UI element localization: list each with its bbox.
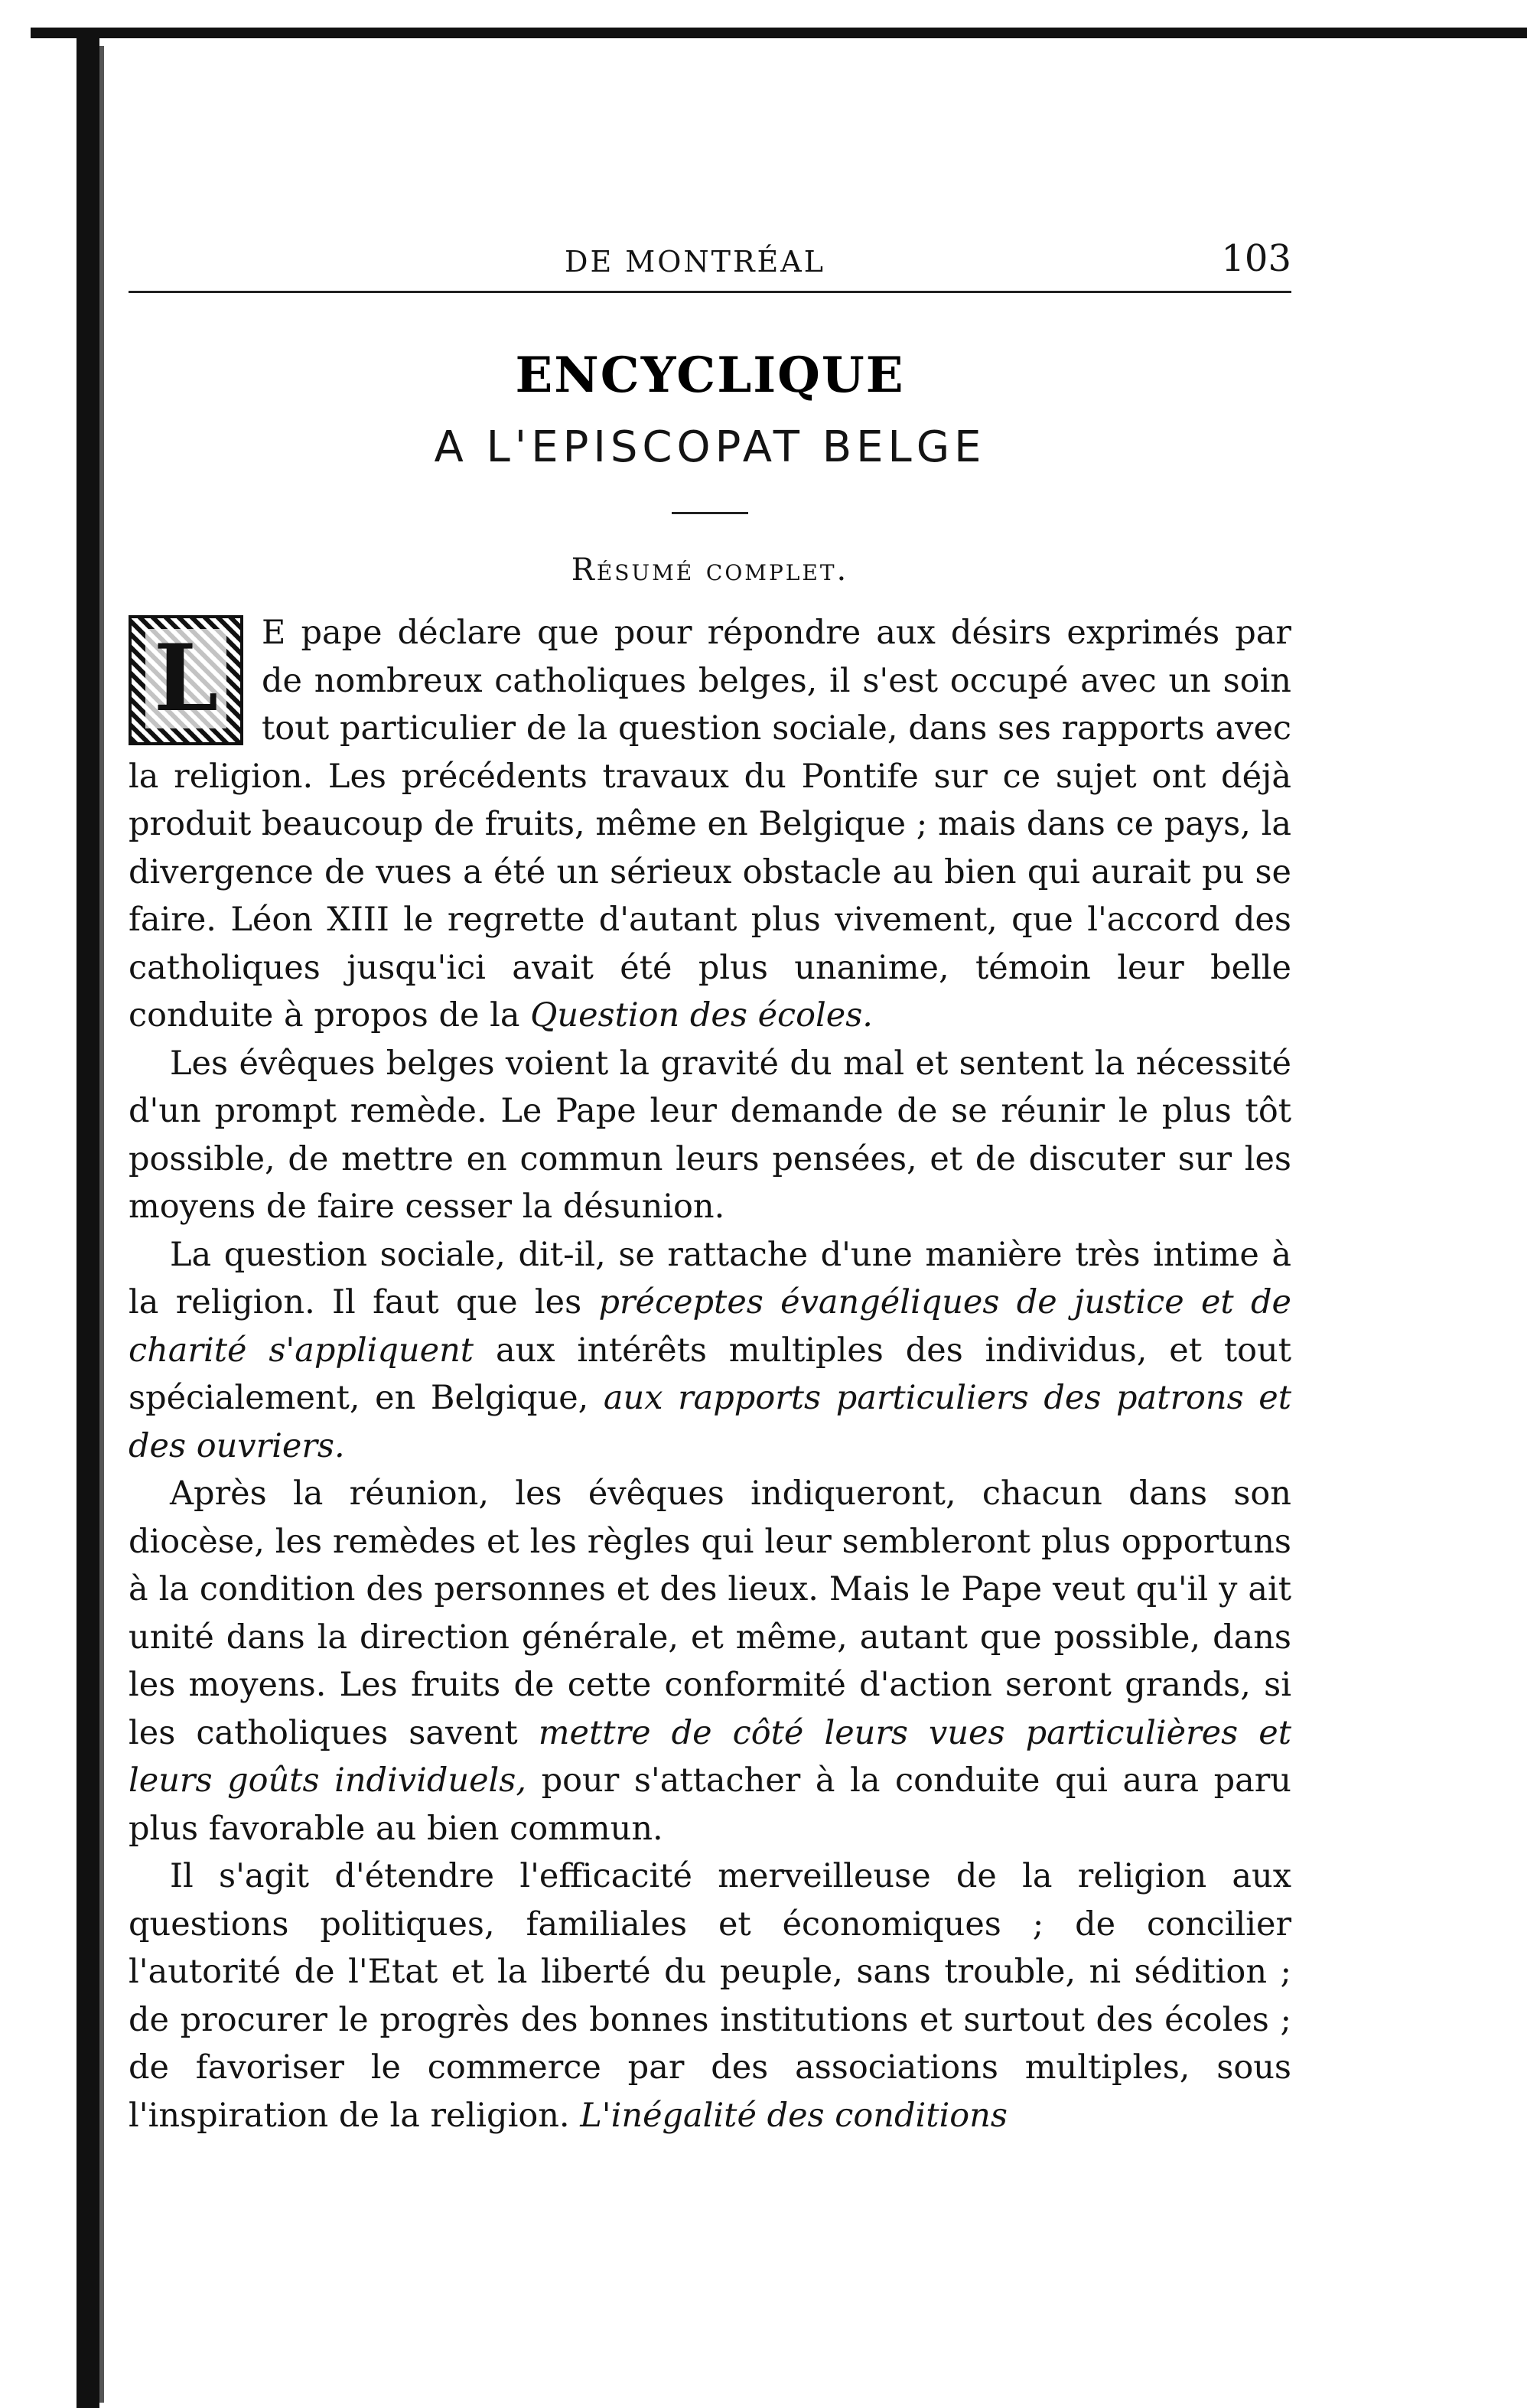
paragraph-2 [129,1040,1291,1231]
body-text [129,609,1291,2139]
paragraph-text: pour s'attacher à la conduite qui aura paru plus favorable au bien commun. [129,1761,1291,1848]
encyclical-title: ENCYCLIQUE [515,347,905,404]
paragraph-italic-text: mettre de côté leurs vues particulières et leurs goûts individuels, [129,1713,1291,1800]
running-title: DE MONTRÉAL [565,245,825,279]
paragraph-text: aux intérêts multiples des individus, et tout spécialement, en Belgique, [129,1331,1291,1417]
scan-border-left [77,31,99,2408]
book-page [129,214,1291,2139]
title-divider [672,512,748,514]
paragraph-italic-text: Question des écoles. [530,996,873,1035]
scan-border-top [31,28,1527,38]
scan-border-shadow [99,46,104,2403]
dropcap-letter: L [145,629,226,728]
encyclical-subtitle: A L'EPISCOPAT BELGE [434,422,986,472]
paragraph-3 [129,1231,1291,1471]
paragraph-1 [129,609,1291,1040]
paragraph-text: Après la réunion, les évêques indiqueront, chacun dans son diocèse, les remèdes et les règles qui leur sembleront plus opportuns à la condition des personnes et des lieux. Mais le Pape veut qu'il y ait unité dans la direction générale, et même, autant que possible, dans les moyens. Les fruits de cette conformité d'action seront grands, si les catholiques savent [129,1474,1291,1752]
page-number: 103 [1221,237,1291,280]
paragraph-italic-text: L'inégalité des conditions [580,2096,1008,2135]
paragraph-italic-text: aux rapports particuliers des patrons et des ouvriers. [129,1379,1291,1465]
paragraph-italic-text: préceptes évangéliques de justice et de charité s'appliquent [129,1283,1291,1370]
paragraph-text: E pape déclare que pour répondre aux désirs exprimés par de nombreux catholiques belges, il s'est occupé avec un soin tout particulier de la question sociale, dans ses rapports avec la religion. Les précédents travaux du Pontife sur ce sujet ont déjà produit beaucoup de fruits, même en Belgique ; mais dans ce pays, la divergence de vues a été un sérieux obstacle au bien qui aurait pu se faire. Léon XIII le regrette d'autant plus vivement, que l'accord des catholiques jusqu'ici avait été plus unanime, témoin leur belle conduite à propos de la [129,614,1291,1035]
dropcap-ornament [129,615,243,745]
running-head [129,214,1291,293]
section-heading: Résumé complet. [571,552,849,588]
paragraph-text: La question sociale, dit-il, se rattache d'une manière très intime à la religion. Il faut que les [129,1235,1291,1321]
paragraph-5 [129,1852,1291,2139]
paragraph-text: Les évêques belges voient la gravité du mal et sentent la nécessité d'un prompt remède. Le Pape leur demande de se réunir le plus tôt possible, de mettre en commun leurs pensées, et de discuter sur les moyens de faire cesser la désunion. [129,1044,1291,1226]
paragraph-text: Il s'agit d'étendre l'efficacité merveilleuse de la religion aux questions politiques, familiales et économiques ; de concilier l'autorité de l'Etat et la liberté du peuple, sans trouble, ni sédition ; de procurer le progrès des bonnes institutions et surtout des écoles ; de favoriser le commerce par des associations multiples, sous l'inspiration de la religion. [129,1857,1291,2135]
paragraph-4 [129,1470,1291,1852]
